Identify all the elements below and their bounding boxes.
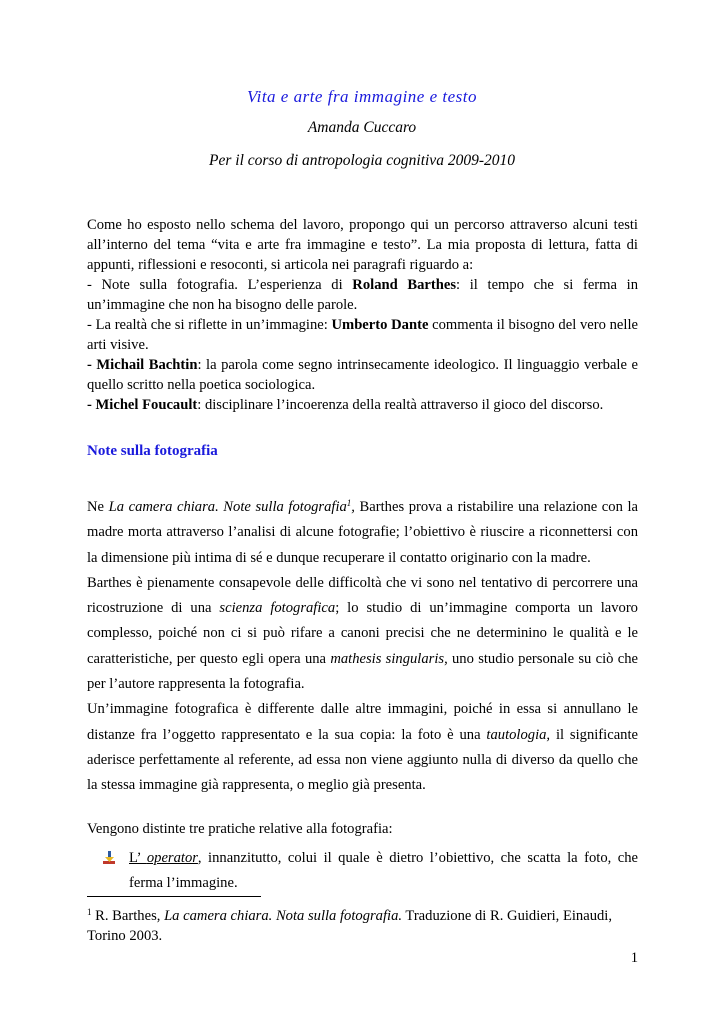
practices-intro: Vengono distinte tre pratiche relative alla fotografia:	[87, 821, 393, 837]
document-title: Vita e arte fra immagine e testo	[246, 87, 478, 106]
intro-line: Come ho esposto nello schema del lavoro, propongo qui un percorso attraverso alcuni testi	[87, 217, 638, 233]
topic-item-foucault: - Michel Foucault: disciplinare l’incoerenza della realtà attraverso il gioco del discorso.	[87, 397, 604, 413]
body-line: aderisce perfettamente al referente, ad essa non viene aggiunto nulla di diverso da quello che	[87, 751, 638, 768]
body-line: Ne La camera chiara. Note sulla fotografia$^1$, Barthes prova a ristabilire una relazione con la	[87, 498, 638, 515]
bullet-line: ferma l’immagine.	[129, 875, 238, 891]
bullet-line: L’ operator, innanzitutto, colui il quale è dietro l’obiettivo, che scatta la foto, che	[129, 850, 639, 866]
topic-item-bachtin-cont: quello scritto nella poetica sociologica.	[87, 377, 316, 393]
topic-item-dante-cont: arti visive.	[87, 337, 149, 353]
topic-item-dante: - La realtà che si riflette in un’immagine: Umberto Dante commenta il bisogno del vero nelle	[87, 317, 638, 333]
body-line: Barthes è pienamente consapevole delle difficoltà che vi sono nel tentativo di percorrere una	[87, 574, 638, 591]
body-line: la dimensione più intima di sé e dunque recuperare il contatto originario con la madre.	[87, 549, 591, 566]
body-line: la stessa immagine già rappresenta, o meglio già presenta.	[87, 777, 426, 794]
footnote-ref[interactable]: 1	[346, 498, 352, 508]
body-line: complesso, poiché non ci si può rifare a canoni precisi che ne determinino le qualità e le	[87, 625, 638, 642]
body-line: Un’immagine fotografica è differente dalle altre immagini, poiché in essa si annullano le	[87, 701, 638, 718]
bullet-arrow-icon	[101, 850, 117, 866]
topic-item-bachtin: - Michail Bachtin: la parola come segno intrinsecamente ideologico. Il linguaggio verbale e	[87, 357, 638, 373]
intro-paragraph	[87, 215, 638, 415]
footnote-line: Torino 2003.	[87, 928, 163, 944]
bullet-operator	[101, 846, 638, 896]
page-number: 1	[630, 950, 638, 966]
footnote: $^1$ R. Barthes, La camera chiara. Nota sulla fotografia. Traduzione di R. Guidieri, Einaudi, Torino 2003.	[87, 907, 613, 944]
topic-item-barthes-cont: un’immagine che non ha bisogno delle parole.	[87, 297, 358, 313]
body-line: distanze fra l’oggetto rappresentato e la sua copia: la foto è una tautologia, il significante	[87, 726, 639, 743]
body-line: caratteristiche, per questo egli opera una mathesis singularis, uno studio personale su ciò che	[87, 650, 638, 667]
intro-line: appunti, riflessioni e resoconti, si articola nei paragrafi riguardo a:	[87, 257, 474, 273]
body-line: ricostruzione di una scienza fotografica; lo studio di un’immagine comporta un lavoro	[87, 600, 638, 617]
footnote-separator	[87, 896, 261, 897]
body-line: madre morta attraverso l’analisi di alcune fotografie; l’obiettivo è riuscire a riconnettersi con	[87, 524, 638, 541]
body-line: per l’autore rappresenta la fotografia.	[87, 676, 305, 693]
document-course: Per il corso di antropologia cognitiva 2009-2010	[209, 152, 515, 169]
document-author: Amanda Cuccaro	[307, 119, 417, 136]
section-heading: Note sulla fotografia	[87, 443, 218, 459]
section-body	[87, 491, 638, 799]
topic-item-barthes: - Note sulla fotografia. L’esperienza di Roland Barthes: il tempo che si ferma in	[87, 277, 638, 293]
intro-line: all’interno del tema “vita e arte fra immagine e testo”. La mia proposta di lettura, fatta di	[87, 237, 638, 253]
footnote-number: 1	[87, 907, 92, 917]
